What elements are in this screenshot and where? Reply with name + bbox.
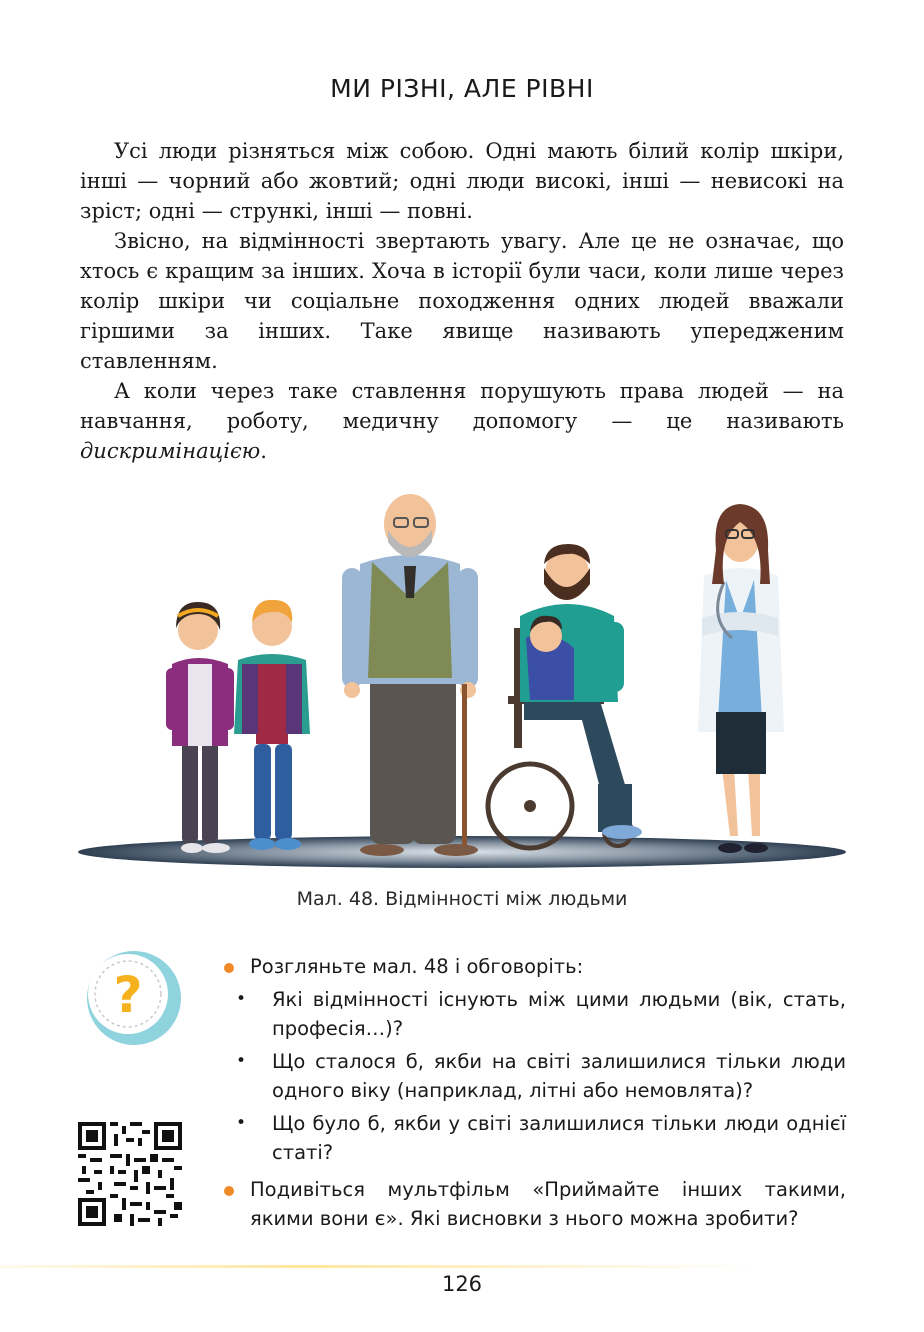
paragraph-3 xyxy=(80,376,844,466)
page-number: 126 xyxy=(441,1272,483,1296)
term-discrimination: дискримінацією xyxy=(80,439,261,463)
qr-code-icon[interactable] xyxy=(78,1122,182,1226)
subtask-item xyxy=(224,985,846,1043)
bullet-icon: • xyxy=(236,1113,247,1133)
paragraph-3-end: . xyxy=(260,439,267,463)
orange-bullet-icon xyxy=(224,1186,234,1196)
grandfather-with-cane-illustration xyxy=(342,494,478,856)
task-2-text: Подивіться мультфільм «Приймайте інших такими, якими вони є». Які висновки з нього можна зробити? xyxy=(250,1178,846,1230)
doctor-woman-illustration xyxy=(698,504,784,853)
subtask-text: Що було б, якби у світі залишилися тільки люди однієї статі? xyxy=(272,1112,846,1164)
question-badge xyxy=(84,948,184,1048)
orange-bullet-icon xyxy=(224,963,234,973)
paragraph-1: Усі люди різняться між собою. Одні мають білий колір шкіри, інші — чорний або жовтий; одні люди високі, інші — невисокі на зріст; одні — стрункі, інші — повні. xyxy=(80,139,844,223)
page-title: МИ РІЗНІ, АЛЕ РІВНІ xyxy=(330,74,594,103)
paragraph-3-text: А коли через таке ставлення порушують права людей — на навчання, роботу, медичну допомогу — це називають xyxy=(80,379,844,433)
subtask-list xyxy=(224,985,846,1167)
tasks-section xyxy=(224,952,846,1233)
subtask-item xyxy=(224,1109,846,1167)
illustration-figure xyxy=(78,488,848,868)
footer-divider xyxy=(0,1265,760,1268)
bullet-icon: • xyxy=(236,989,247,1009)
boy-illustration xyxy=(234,600,310,850)
task-item xyxy=(224,1175,846,1233)
question-mark-icon: ? xyxy=(113,966,143,1024)
task-item xyxy=(224,952,846,981)
bullet-icon: • xyxy=(236,1051,247,1071)
man-in-wheelchair-with-baby-illustration xyxy=(488,544,642,848)
subtask-text: Що сталося б, якби на світі залишилися тільки люди одного віку (наприклад, літні або немовлята)? xyxy=(272,1050,846,1102)
body-text xyxy=(80,136,844,466)
subtask-text: Які відмінності існують між цими людьми (вік, стать, професія…)? xyxy=(272,988,846,1040)
subtask-item xyxy=(224,1047,846,1105)
paragraph-2: Звісно, на відмінності звертають увагу. Але це не означає, що хтось є кращим за інших. Хоча в історії були часи, коли лише через колір шкіри чи соціальне походження одних людей вважали гіршими за інших. Таке явище називають упередженим ставленням. xyxy=(80,229,844,373)
figure-caption: Мал. 48. Відмінності між людьми xyxy=(296,888,628,910)
task-1-text: Розгляньте мал. 48 і обговоріть: xyxy=(250,955,584,978)
girl-illustration xyxy=(166,602,234,853)
